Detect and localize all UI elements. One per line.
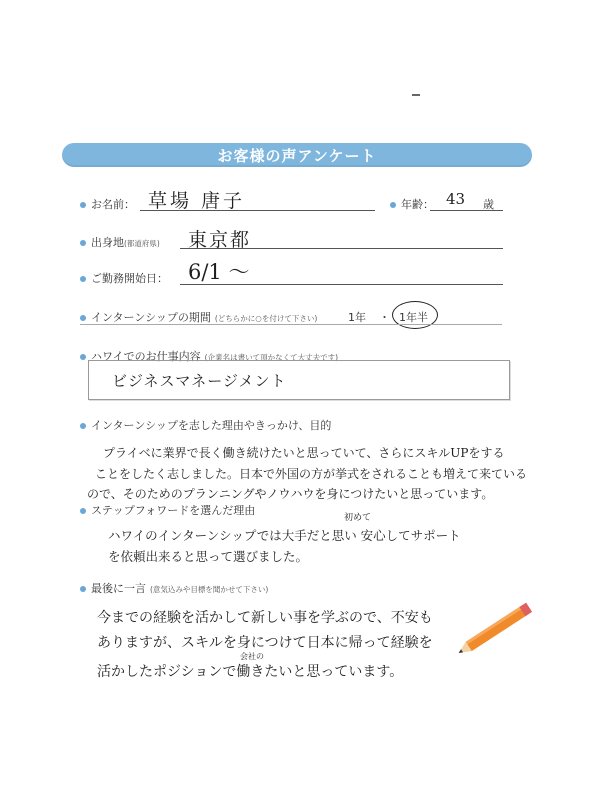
last-insert: 会社の xyxy=(240,652,264,661)
hometown-value: 東京都 xyxy=(188,229,252,251)
last-line-1: 今までの経験を活かして新しい事を学ぶので、不安も xyxy=(97,610,433,626)
bullet-dot xyxy=(390,202,396,208)
period-note: (どちらかに○を付けて下さい) xyxy=(214,314,318,323)
age-unit: 歳 xyxy=(483,198,494,211)
last-line-2: ありますが、スキルを身につけて日本に帰って経験を xyxy=(97,635,433,651)
hometown-note: (都道府県) xyxy=(124,239,160,248)
start-date-underline xyxy=(180,284,503,285)
job-note: (企業名は書いて頂かなくて大丈夫です) xyxy=(204,353,339,362)
period-label: インターンシップの期間 xyxy=(91,311,211,324)
scan-mark xyxy=(412,94,420,96)
bullet-dot xyxy=(80,586,86,592)
age-label-row xyxy=(390,196,434,212)
stepforward-insert: 初めて xyxy=(344,513,372,523)
age-underline xyxy=(430,210,503,211)
reason-label: インターンシップを志した理由やきっかけ、目的 xyxy=(91,419,332,432)
job-label: ハワイでのお仕事内容 xyxy=(91,350,201,363)
start-date-value: 6/1 ～ xyxy=(188,260,250,284)
bullet-dot xyxy=(80,423,86,429)
stepforward-label-row xyxy=(80,502,255,518)
page-title: お客様の声アンケート xyxy=(217,147,377,165)
hometown-label: 出身地 xyxy=(91,236,124,249)
reason-line-1: プライベに業界で長く働き続けたいと思っていて、さらにスキルUPをする xyxy=(103,446,505,460)
age-label: 年齢： xyxy=(401,198,434,211)
start-date-label: ご勤務開始日： xyxy=(91,272,168,285)
period-separator: ・ xyxy=(379,311,390,324)
last-note: (意気込みや目標を聞かせて下さい) xyxy=(150,585,269,594)
name-underline xyxy=(140,210,375,211)
period-label-row xyxy=(80,309,317,325)
hometown-label-row xyxy=(80,234,160,250)
stepforward-line-2: を依頼出来ると思って選びました。 xyxy=(108,549,309,564)
bullet-dot xyxy=(80,508,86,514)
reason-label-row xyxy=(80,417,331,433)
last-line-3: 活かしたポジションで働きたいと思っています。 xyxy=(97,664,404,680)
last-label: 最後に一言 xyxy=(91,582,146,595)
reason-line-3: ので、そのためのプランニングやノウハウを身につけたいと思っています。 xyxy=(87,487,494,501)
stepforward-line-1: ハワイのインターンシップでは大手だと思い 安心してサポート xyxy=(108,528,461,543)
start-date-label-row xyxy=(80,270,168,286)
period-option-2: 1年半 xyxy=(399,311,428,324)
period-option-1: 1年 xyxy=(348,311,366,324)
name-value: 草場 唐子 xyxy=(148,190,246,212)
bullet-dot xyxy=(80,354,86,360)
pencil-icon xyxy=(450,600,540,660)
stepforward-label: ステップフォワードを選んだ理由 xyxy=(91,504,256,517)
job-answer: ビジネスマネージメント xyxy=(112,372,287,390)
period-underline xyxy=(80,324,502,325)
title-banner xyxy=(62,143,532,167)
name-label: お名前： xyxy=(91,198,135,211)
last-label-row xyxy=(80,580,268,596)
bullet-dot xyxy=(80,315,86,321)
reason-line-2: ことをしたく志しました。日本で外国の方が挙式をされることも増えて来ている xyxy=(95,467,528,481)
bullet-dot xyxy=(80,276,86,282)
age-value: 43 xyxy=(446,190,466,208)
bullet-dot xyxy=(80,240,86,246)
hometown-underline xyxy=(180,248,503,249)
name-label-row xyxy=(80,196,135,212)
bullet-dot xyxy=(80,202,86,208)
